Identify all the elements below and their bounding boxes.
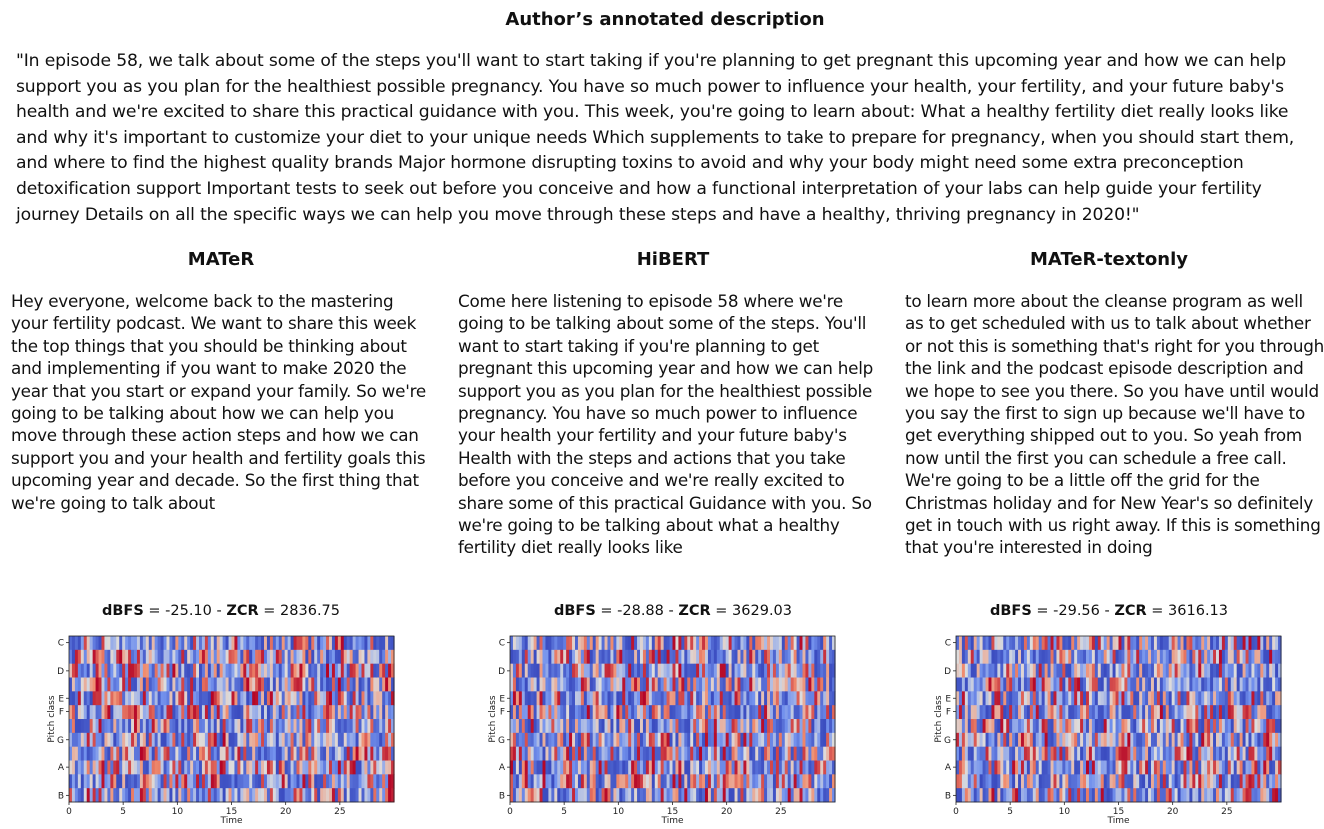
x-tick-label: 25	[1221, 807, 1233, 817]
x-tick-label: 5	[561, 807, 568, 817]
zcr-label: ZCR	[226, 603, 259, 619]
x-tick-label: 20	[279, 807, 292, 817]
y-tick-label: D	[57, 666, 64, 677]
y-tick-label: B	[944, 791, 951, 802]
column-title-mater: MATeR	[187, 249, 255, 270]
y-tick-label: C	[498, 638, 505, 649]
x-tick-label: 20	[720, 807, 733, 817]
chromagram-svg	[931, 630, 1291, 829]
column-text-mater: Hey everyone, welcome back to the mastering your fertility podcast. We want to share this week the top things that you should be thinking about and implementing if you want to make 2020 the year that you start or expand your family. So we're going to be talking about how we can help you move through these action steps and how we can support you and your health and fertility goals this upcoming year and decade. So the first thing that we're going to talk about	[11, 291, 426, 513]
y-tick-label: E	[499, 694, 505, 705]
x-tick-label: 25	[775, 807, 787, 817]
y-tick-label: A	[498, 763, 505, 774]
x-tick-label: 25	[334, 807, 346, 817]
chromagram-svg	[44, 630, 404, 829]
x-tick-label: 15	[225, 807, 238, 817]
y-tick-label: E	[58, 694, 64, 705]
column-title-hibert: HiBERT	[636, 249, 710, 270]
y-tick-label: C	[57, 638, 64, 649]
y-tick-label: D	[498, 666, 505, 677]
dbfs-value: -29.56	[1053, 603, 1100, 619]
zcr-label: ZCR	[1114, 603, 1147, 619]
y-tick-label: C	[944, 638, 951, 649]
chromagram-mater-textonly	[931, 630, 1291, 829]
chromagram-mater	[44, 630, 404, 829]
y-tick-label: D	[944, 666, 951, 677]
y-tick-label: A	[57, 763, 64, 774]
y-tick-label: F	[499, 707, 505, 718]
heatmap-cells	[510, 636, 836, 802]
column-title-mater-textonly: MATeR-textonly	[1030, 249, 1188, 270]
x-axis-label: Time	[661, 816, 684, 826]
y-axis-label: Pitch class	[934, 695, 944, 743]
zcr-value: 3616.13	[1168, 603, 1229, 619]
x-tick-label: 15	[666, 807, 679, 817]
metric-line-hibert: dBFS = -28.88 - ZCR = 3629.03	[553, 603, 793, 619]
metric-line-mater-textonly: dBFS = -29.56 - ZCR = 3616.13	[989, 603, 1229, 619]
x-axis-label: Time	[220, 816, 243, 826]
y-axis-label: Pitch class	[488, 695, 498, 743]
dbfs-label: dBFS	[553, 603, 596, 619]
x-tick-label: 5	[120, 807, 127, 817]
x-tick-label: 15	[1112, 807, 1125, 817]
y-tick-label: B	[57, 791, 64, 802]
y-tick-label: G	[57, 735, 64, 746]
y-tick-label: F	[58, 707, 64, 718]
x-axis-label: Time	[1107, 816, 1130, 826]
column-text-hibert: Come here listening to episode 58 where we're going to be talking about some of the steps. You'll want to start taking if you're planning to get pregnant this upcoming year and how we can help support you as you plan for the healthiest possible pregnancy. You have so much power to influence your health your fertility and your future baby's Health with the steps and actions that you take before you conceive and we're really excited to share some of this practical Guidance with you. So we're going to be talking about what a healthy fertility diet really looks like	[458, 291, 874, 558]
y-tick-label: E	[945, 694, 951, 705]
x-tick-label: 0	[66, 807, 72, 817]
y-tick-label: G	[498, 735, 505, 746]
chromagram-hibert	[485, 630, 845, 829]
x-tick-label: 10	[612, 807, 625, 817]
dbfs-value: -28.88	[617, 603, 664, 619]
y-tick-label: G	[944, 735, 951, 746]
y-tick-label: F	[945, 707, 951, 718]
y-axis-label: Pitch class	[47, 695, 57, 743]
x-tick-label: 10	[1058, 807, 1071, 817]
x-tick-label: 5	[1007, 807, 1014, 817]
dbfs-value: -25.10	[165, 603, 212, 619]
annotated-description: "In episode 58, we talk about some of the steps you'll want to start taking if you're planning to get pregnant this upcoming year and how we can help support you as you plan for the healthiest possible pregnancy. You have so much power to influence your health, your fertility, and your future baby's health and we're excited to share this practical guidance with you. This week, you're going to learn about: What a healthy fertility diet really looks like and why it's important to customize your diet to your unique needs Which supplements to take to prepare for pregnancy, when you should start them, and where to find the highest quality brands Major hormone disrupting toxins to avoid and why your body might need some extra preconception detoxification support Important tests to seek out before you conceive and how a functional interpretation of your labs can help guide your fertility journey Details on all the specific ways we can help you move through these steps and have a healthy, thriving pregnancy in 2020!"	[16, 51, 1295, 225]
heatmap-cells	[956, 636, 1282, 802]
x-tick-label: 10	[171, 807, 184, 817]
heatmap-cells	[69, 636, 395, 802]
y-tick-label: A	[944, 763, 951, 774]
dbfs-label: dBFS	[989, 603, 1032, 619]
column-text-mater-textonly: to learn more about the cleanse program as well as to get scheduled with us to talk about whether or not this is something that's right for you through the link and the podcast episode description and we hope to see you there. So you have until would you say the first to sign up because we'll have to get everything shipped out to you. So yeah from now until the first you can schedule a free call. We're going to be a little off the grid for the Christmas holiday and for New Year's so definitely get in touch with us right away. If this is something that you're interested in doing	[905, 291, 1324, 558]
dbfs-label: dBFS	[101, 603, 144, 619]
zcr-value: 3629.03	[732, 603, 793, 619]
page-title: Author’s annotated description	[505, 9, 825, 30]
x-tick-label: 0	[507, 807, 513, 817]
y-tick-label: B	[498, 791, 505, 802]
x-tick-label: 0	[953, 807, 959, 817]
chromagram-svg	[485, 630, 845, 829]
x-tick-label: 20	[1166, 807, 1179, 817]
zcr-value: 2836.75	[280, 603, 341, 619]
zcr-label: ZCR	[678, 603, 711, 619]
metric-line-mater: dBFS = -25.10 - ZCR = 2836.75	[101, 603, 341, 619]
